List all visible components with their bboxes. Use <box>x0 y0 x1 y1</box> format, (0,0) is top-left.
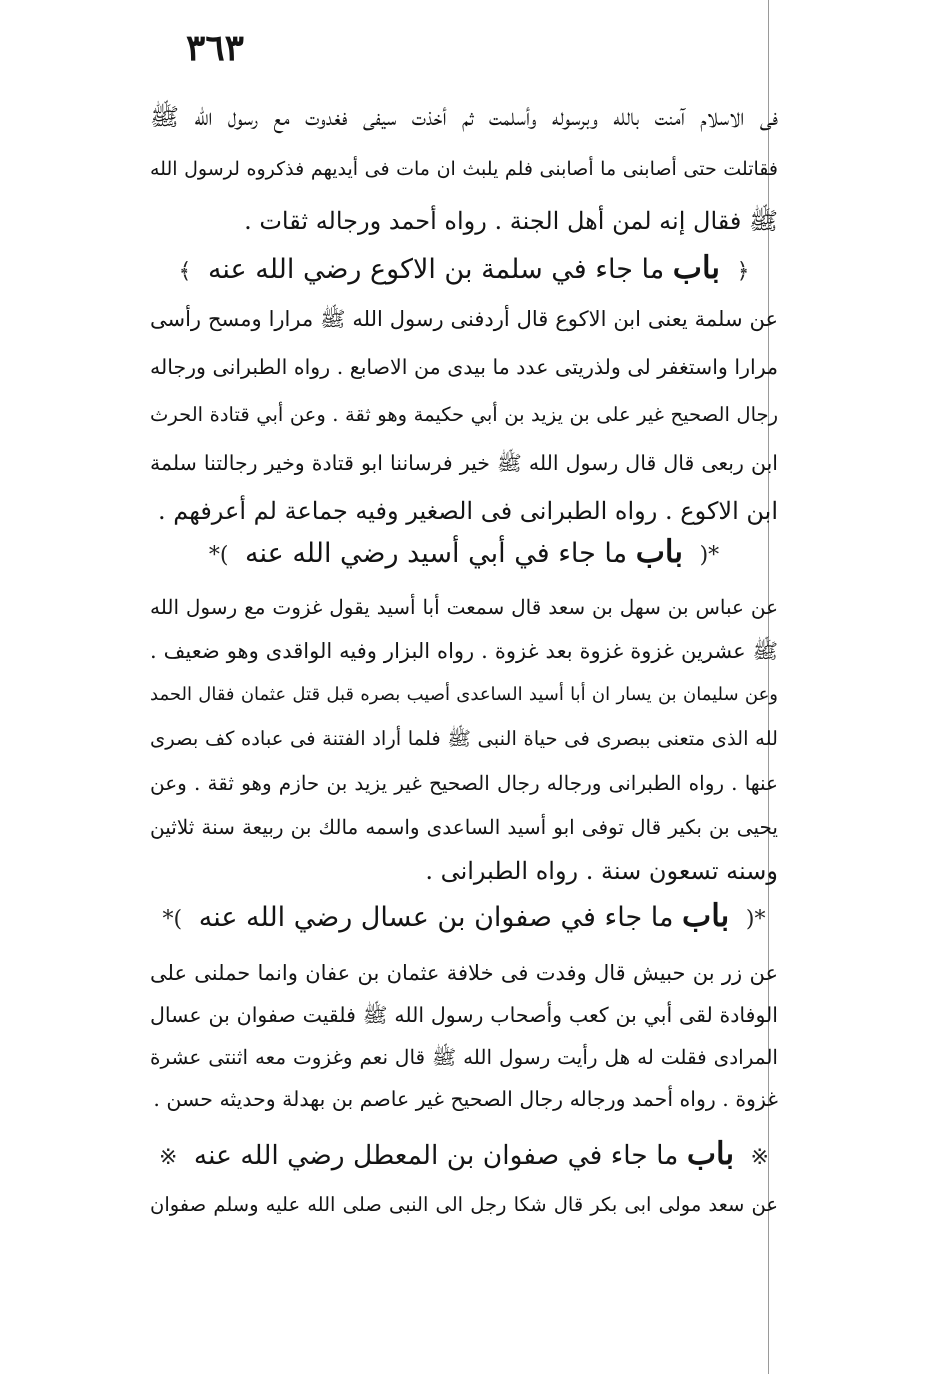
text-line: عن سلمة يعنى ابن الاكوع قال أردفنى رسول الله ﷺ مرارا ومسح رأسى <box>150 307 778 331</box>
chapter-heading-salama <box>150 244 778 292</box>
text-line: عنها . رواه الطبرانى ورجاله رجال الصحيح غير يزيد بن حازم وهو ثقة . وعن <box>150 771 778 795</box>
text-line: فقاتلت حتى أصابنى ما أصابنى فلم يلبث ان مات فى أيديهم فذكروه لرسول الله <box>150 158 778 180</box>
heading-title: ما جاء في أبي أسيد رضي الله عنه <box>245 538 628 569</box>
heading-bab-word: باب <box>682 898 730 934</box>
ornament-open: ﴿ <box>736 259 750 284</box>
text-line: لله الذى متعنى ببصرى فى حياة النبى ﷺ فلما أراد الفتنة فى عباده كف بصرى <box>150 727 778 750</box>
heading-bab-word: باب <box>686 1136 735 1172</box>
chapter-heading-abu-usayd <box>150 528 778 576</box>
text-line: مرارا واستغفر لى ولذريتى عدد ما بيدى من الاصابع . رواه الطبرانى ورجاله <box>150 355 778 379</box>
ornament-open: *( <box>745 907 766 932</box>
text-line: ابن الاكوع . رواه الطبرانى فى الصغير وفيه جماعة لم أعرفهم . <box>158 497 778 525</box>
text-line: فى الاسلام آمنت بالله وبرسوله وأسلمت ثم أخذت سيفى فغدوت مع رسول الله ﷺ <box>150 103 779 131</box>
text-line: ﷺ فقال إنه لمن أهل الجنة . رواه أحمد ورجاله ثقات . <box>244 207 778 235</box>
text-line: عن زر بن حبيش قال وفدت فى خلافة عثمان بن عفان وانما حملنى على <box>150 961 778 985</box>
heading-bab-word: باب <box>635 534 683 570</box>
chapter-heading-safwan-muattal <box>150 1130 778 1178</box>
text-line: الوفادة لقى أبي بن كعب وأصحاب رسول الله ﷺ فلقيت صفوان بن عسال <box>150 1003 778 1027</box>
page-number: ٣٦٣ <box>186 27 245 69</box>
text-line: وعن سليمان بن يسار ان أبا أسيد الساعدى أصيب بصره قبل قتل عثمان فقال الحمد <box>150 684 778 705</box>
text-line: يحيى بن بكير قال توفى ابو أسيد الساعدى واسمه مالك بن ربيعة سنة ثلاثين <box>150 815 778 839</box>
ornament-close: ﴾ <box>178 259 192 284</box>
text-line: غزوة . رواه أحمد ورجاله رجال الصحيح غير عاصم بن بهدلة وحديثه حسن . <box>153 1087 778 1111</box>
text-line: ابن ربعى قال قال رسول الله ﷺ خير فرساننا ابو قتادة وخير رجالتنا سلمة <box>150 451 778 475</box>
ornament-close: )* <box>208 543 229 568</box>
heading-title: ما جاء في صفوان بن عسال رضي الله عنه <box>198 902 674 933</box>
text-line: عن سعد مولى ابى بكر قال شكا رجل الى النبى صلى الله عليه وسلم صفوان <box>150 1193 778 1216</box>
text-line: عن عباس بن سهل بن سعد قال سمعت أبا أسيد يقول غزوت مع رسول الله <box>150 595 778 619</box>
ornament-close: ※ <box>159 1145 178 1170</box>
heading-title: ما جاء في صفوان بن المعطل رضي الله عنه <box>193 1140 679 1171</box>
text-line: وسنه تسعون سنة . رواه الطبرانى . <box>425 857 778 885</box>
heading-bab-word: باب <box>672 250 721 286</box>
text-line: المرادى فقلت له هل رأيت رسول الله ﷺ قال نعم وغزوت معه اثنتى عشرة <box>150 1045 778 1069</box>
text-line: ﷺ عشرين غزوة غزوة بعد غزوة . رواه البزار وفيه الواقدى وهو ضعيف . <box>150 639 778 663</box>
heading-title: ما جاء في سلمة بن الاكوع رضي الله عنه <box>207 254 665 285</box>
chapter-heading-safwan-assal <box>150 892 778 940</box>
ornament-close: )* <box>162 907 183 932</box>
ornament-open: *( <box>699 543 720 568</box>
ornament-open: ※ <box>750 1145 769 1170</box>
text-line: رجال الصحيح غير على بن يزيد بن أبي حكيمة وهو ثقة . وعن أبي قتادة الحرث <box>150 403 778 426</box>
